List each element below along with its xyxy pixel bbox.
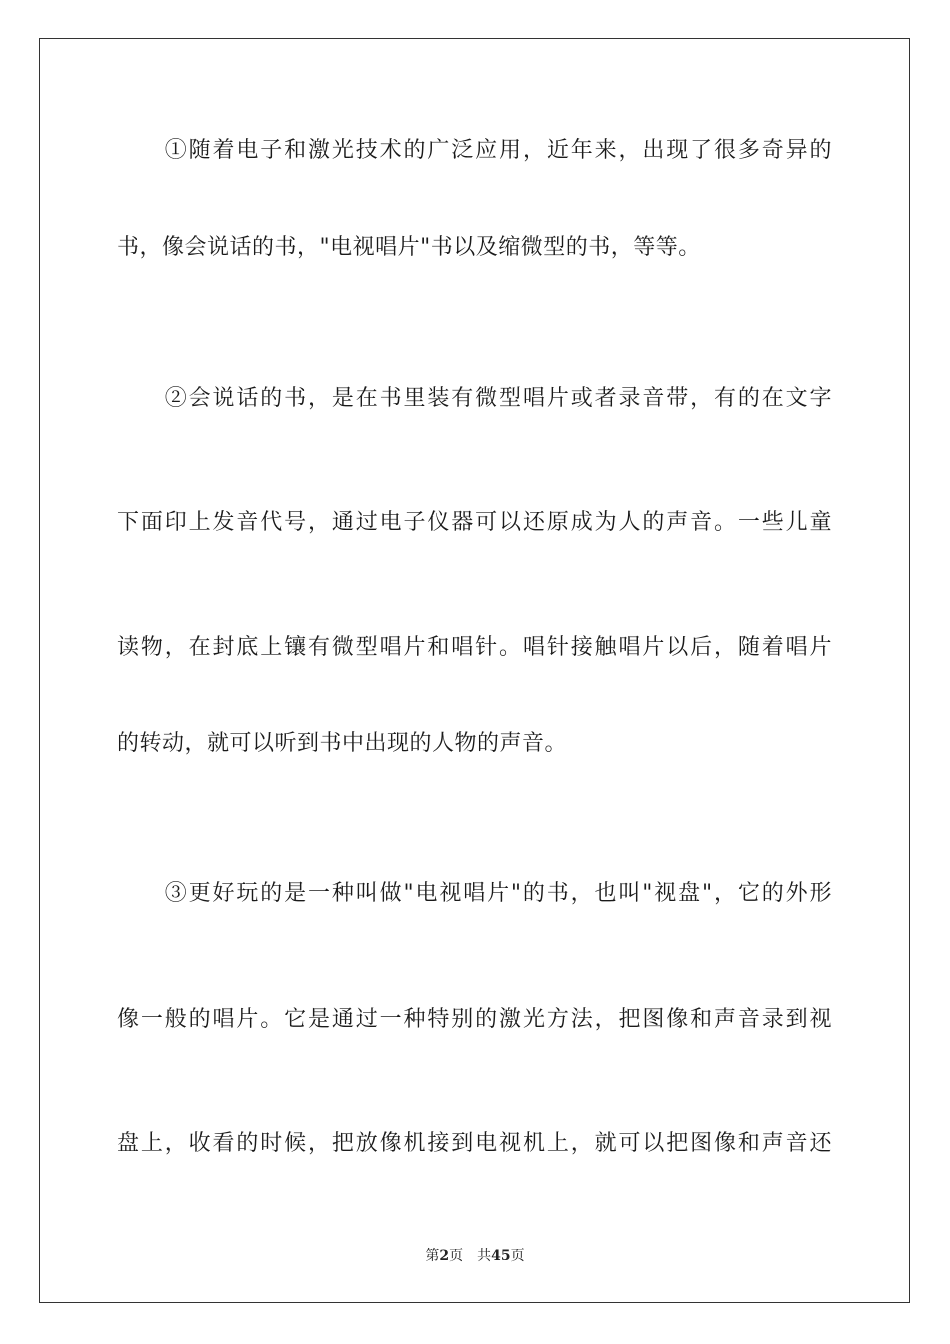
- footer-total-suffix: 页: [510, 1248, 525, 1264]
- footer-page-prefix: 第: [425, 1248, 440, 1264]
- paragraph-2-line-1: ②会说话的书，是在书里装有微型唱片或者录音带，有的在文字: [117, 386, 832, 411]
- paragraph-2-line-4: 的转动，就可以听到书中出现的人物的声音。: [117, 731, 568, 756]
- footer-total-pages: 45: [491, 1248, 511, 1264]
- page-footer: [0, 1247, 950, 1265]
- paragraph-3-line-2: 像一般的唱片。它是通过一种特别的激光方法，把图像和声音录到视: [117, 1007, 832, 1032]
- paragraph-2-line-3: 读物，在封底上镶有微型唱片和唱针。唱针接触唱片以后，随着唱片: [117, 635, 832, 660]
- footer-page-number: 2: [439, 1248, 450, 1264]
- page-border: [39, 38, 910, 1303]
- paragraph-3-line-3: 盘上，收看的时候，把放像机接到电视机上，就可以把图像和声音还: [117, 1131, 832, 1156]
- paragraph-2-line-2: 下面印上发音代号，通过电子仪器可以还原成为人的声音。一些儿童: [117, 510, 832, 535]
- paragraph-1-line-1: ①随着电子和激光技术的广泛应用，近年来，出现了很多奇异的: [117, 138, 832, 163]
- paragraph-1-line-2: 书，像会说话的书，"电视唱片"书以及缩微型的书，等等。: [117, 235, 701, 260]
- paragraph-3-line-1: ③更好玩的是一种叫做"电视唱片"的书，也叫"视盘"，它的外形: [117, 881, 832, 906]
- footer-page-suffix: 页: [449, 1248, 464, 1264]
- footer-total-prefix: 共: [477, 1248, 492, 1264]
